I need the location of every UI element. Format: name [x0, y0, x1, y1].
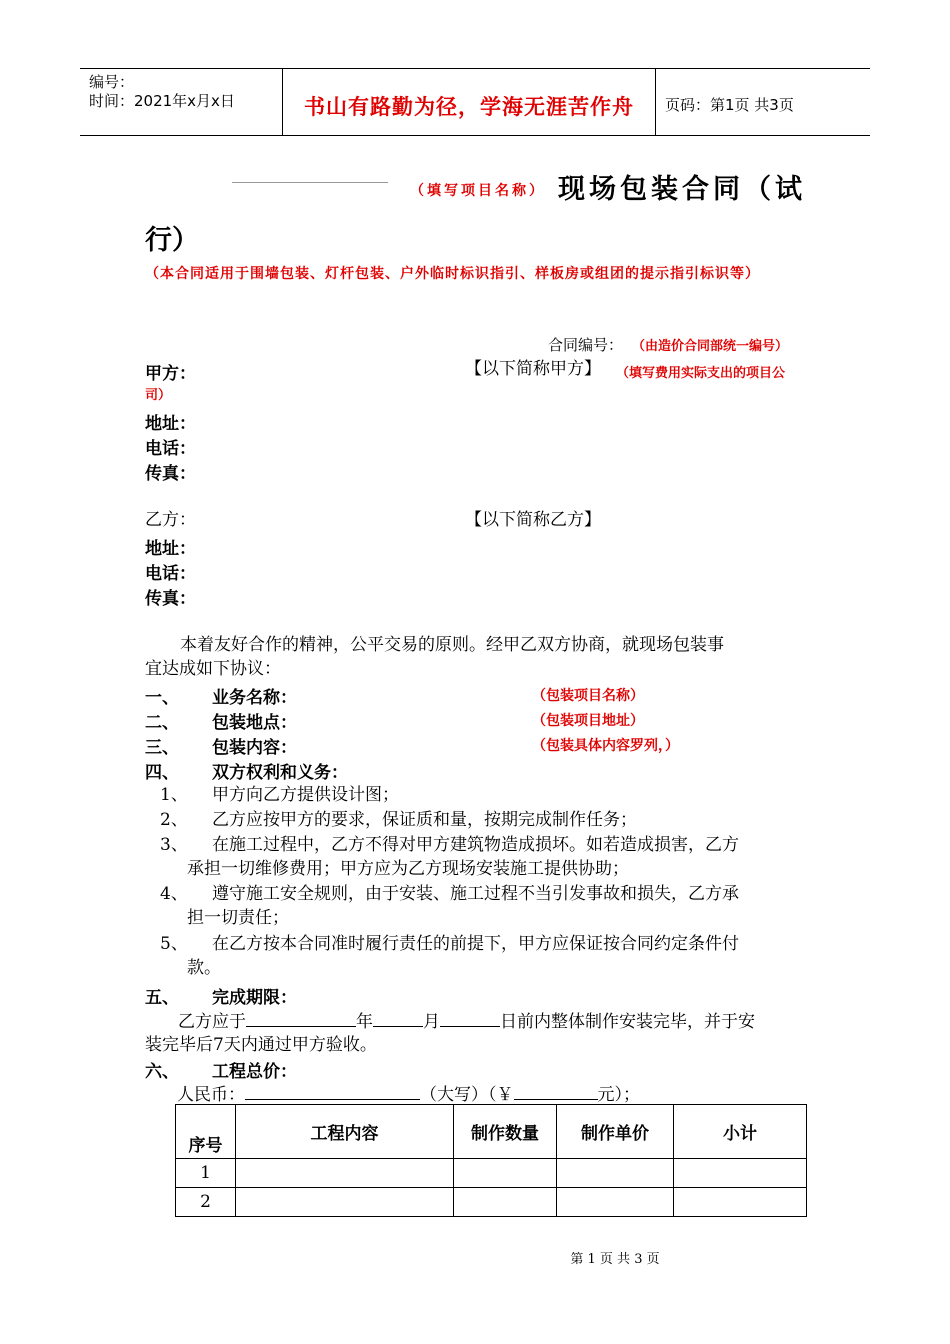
price-table [175, 1104, 807, 1217]
contract-number-note: （由造价合同部统一编号） [632, 339, 789, 354]
duty-item-cont: 款。 [187, 958, 221, 978]
party-b-alias: 【以下简称乙方】 [465, 510, 601, 530]
section-total-price: 工程总价： [212, 1062, 297, 1082]
table-cell[interactable] [674, 1188, 807, 1217]
header-cell-index: 序号 [176, 1105, 236, 1159]
deadline-month-blank[interactable] [373, 1008, 423, 1027]
section-number: 六、 [145, 1062, 179, 1082]
section-number: 五、 [145, 988, 179, 1008]
party-b-label: 乙方： [145, 510, 196, 530]
party-a-phone-label: 电话： [145, 439, 196, 459]
date-label: 时间：2021年x月x日 [89, 92, 235, 110]
title-blank-line [232, 182, 388, 183]
intro-paragraph: 本着友好合作的精神，公平交易的原则。经甲乙双方协商，就现场包装事 [180, 635, 724, 655]
party-a-alias: 【以下简称甲方】 [465, 359, 601, 379]
section-deadline: 完成期限： [212, 988, 297, 1008]
party-a-label: 甲方： [145, 364, 196, 384]
header-cell-quantity: 制作数量 [454, 1105, 557, 1159]
table-cell[interactable] [557, 1159, 674, 1188]
section-business-name: 业务名称： [212, 688, 297, 708]
header-cell-unit-price: 制作单价 [557, 1105, 674, 1159]
duty-item: 在乙方按本合同准时履行责任的前提下，甲方应保证按合同约定条件付 [212, 934, 739, 954]
deadline-day-blank[interactable] [440, 1008, 500, 1027]
document-title-continued: 行） [145, 225, 199, 256]
header-cell-subtotal: 小计 [674, 1105, 807, 1159]
table-header-row [176, 1105, 807, 1159]
duty-item: 甲方向乙方提供设计图； [212, 785, 399, 805]
deadline-line [178, 1008, 755, 1035]
location-note: （包装项目地址） [532, 713, 644, 729]
deadline-year-blank[interactable] [246, 1008, 356, 1027]
duty-number: 4、 [160, 884, 188, 904]
document-title: 现场包装合同（试 [558, 174, 806, 205]
header-motto: 书山有路勤为径，学海无涯苦作舟 [304, 95, 634, 119]
table-cell[interactable] [236, 1188, 454, 1217]
section-number: 四、 [145, 763, 179, 783]
deadline-year: 年 [356, 1012, 373, 1032]
section-rights-duties: 双方权利和义务： [212, 763, 348, 783]
daxie-label: （大写）（ [420, 1085, 497, 1105]
table-cell[interactable] [454, 1159, 557, 1188]
duty-item-cont: 担一切责任； [187, 908, 289, 928]
deadline-month: 月 [423, 1012, 440, 1032]
section-number: 三、 [145, 738, 179, 758]
party-a-note-cont: 司） [145, 388, 172, 403]
page-footer: 第 1 页 共 3 页 [570, 1252, 660, 1267]
table-cell[interactable] [236, 1159, 454, 1188]
intro-paragraph-cont: 宜达成如下协议： [145, 659, 281, 679]
deadline-prefix: 乙方应于 [178, 1012, 246, 1032]
table-cell[interactable] [454, 1188, 557, 1217]
header-page-info: 页码：第1页 共3页 [665, 96, 794, 114]
duty-number: 5、 [160, 934, 188, 954]
yen-sign: ￥ [496, 1085, 514, 1105]
section-content: 包装内容： [212, 738, 297, 758]
rmb-label: 人民币： [177, 1085, 245, 1105]
duty-number: 2、 [160, 810, 188, 830]
rmb-amount-blank[interactable] [245, 1081, 420, 1100]
section-number: 二、 [145, 713, 179, 733]
header-divider [655, 68, 656, 135]
party-a-address-label: 地址： [145, 414, 196, 434]
duty-item-cont: 承担一切维修费用；甲方应为乙方现场安装施工提供协助； [187, 859, 629, 879]
content-note: （包装具体内容罗列，） [532, 738, 679, 754]
header-top-rule [80, 68, 870, 69]
scope-note: （本合同适用于围墙包装、灯杆包装、户外临时标识指引、样板房或组团的提示指引标识等） [145, 266, 760, 282]
duty-item: 在施工过程中，乙方不得对甲方建筑物造成损坏。如若造成损害，乙方 [212, 835, 739, 855]
yuan-label: 元）； [597, 1085, 640, 1105]
business-name-note: （包装项目名称） [532, 688, 644, 704]
header-cell-content: 工程内容 [236, 1105, 454, 1159]
duty-item: 乙方应按甲方的要求，保证质和量，按期完成制作任务； [212, 810, 637, 830]
deadline-line-cont: 装完毕后7天内通过甲方验收。 [145, 1035, 377, 1055]
table-cell[interactable] [674, 1159, 807, 1188]
serial-label: 编号： [89, 73, 135, 91]
party-a-fax-label: 传真： [145, 464, 196, 484]
deadline-suffix: 日前内整体制作安装完毕，并于安 [500, 1012, 755, 1032]
party-b-phone-label: 电话： [145, 564, 196, 584]
party-a-note: （填写费用实际支出的项目公 [616, 366, 786, 381]
table-row [176, 1159, 807, 1188]
section-number: 一、 [145, 688, 179, 708]
yen-amount-blank[interactable] [514, 1081, 598, 1100]
duty-number: 3、 [160, 835, 188, 855]
party-b-address-label: 地址： [145, 539, 196, 559]
table-cell-index: 2 [176, 1188, 236, 1217]
contract-number-label: 合同编号： [548, 336, 624, 354]
party-b-fax-label: 传真： [145, 589, 196, 609]
table-cell[interactable] [557, 1188, 674, 1217]
duty-number: 1、 [160, 785, 188, 805]
title-project-note: （填写项目名称） [410, 183, 546, 199]
table-row [176, 1188, 807, 1217]
section-location: 包装地点： [212, 713, 297, 733]
header-bottom-rule [80, 135, 870, 136]
duty-item: 遵守施工安全规则，由于安装、施工过程不当引发事故和损失，乙方承 [212, 884, 739, 904]
table-cell-index: 1 [176, 1159, 236, 1188]
